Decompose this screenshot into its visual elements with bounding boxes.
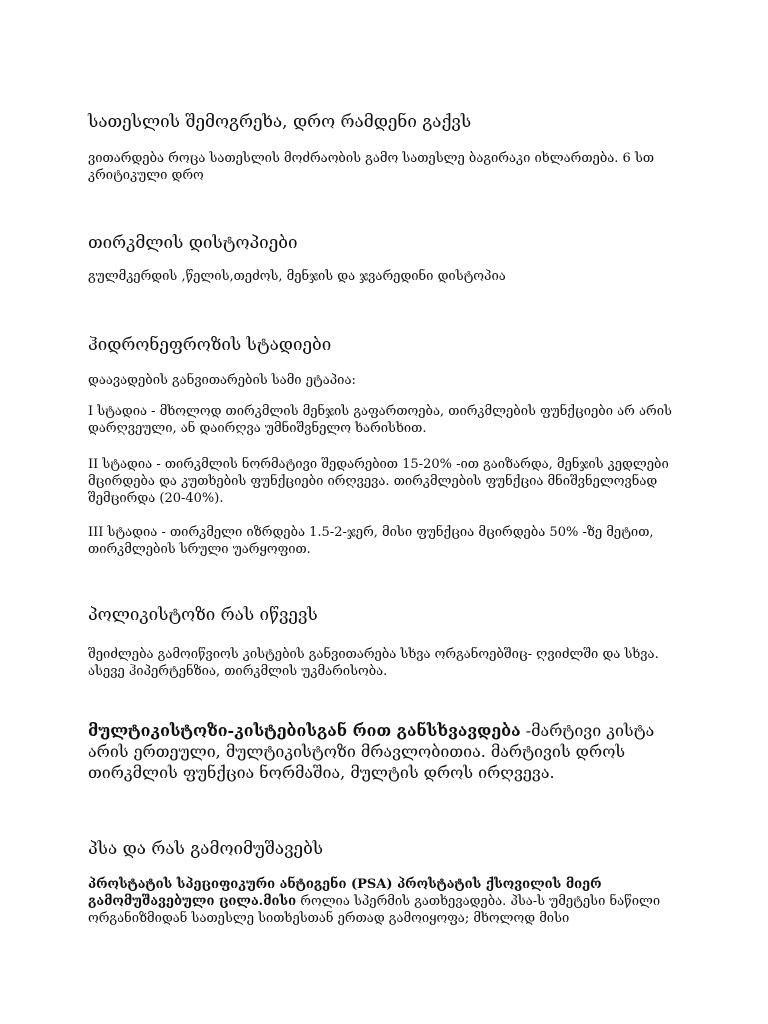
- paragraph-multicystosis: [88, 720, 680, 783]
- multicystosis-bold-lead: მულტიკისტოზი-კისტებისგან რით განსხვავდება: [88, 721, 521, 740]
- paragraph-testicular-torsion: ვითარდება როცა სათესლის მოძრაობის გამო სათესლე ბაგირაკი იხლართება. 6 სთ კრიტიკული დრო: [88, 151, 655, 183]
- heading-testicular-torsion: სათესლის შემოგრეხა, დრო რამდენი გაქვს: [88, 112, 472, 132]
- paragraph-psa: [88, 876, 680, 927]
- paragraph-stage-2: II სტადია - თირკმლის ნორმატივი შედარებით 15-20% -ით გაიზარდა, მენჯის კედლები მცირდება და კუთხების ფუნქციები ირღვევა. თირკმლების ფუნქცია მნიშვნელოვნად შემცირდა (20-40%).: [88, 457, 669, 506]
- paragraph-stage-1: I სტადია - მხოლოდ თირკმლის მენჯის გაფართოება, თირკმლების ფუნქციები არ არის დარღვეული, ან დაირღვა უმნიშვნელო ხარისხით.: [88, 404, 672, 436]
- psa-bold-lead: პროსტატის სპეციფიკური ანტიგენი (PSA) პროსტატის ქსოვილის მიერ გამომუშავებული ცილა.მისი: [88, 877, 602, 909]
- psa-text: როლია სპერმის გათხევადება. პსა-ს უმეტესი ნაწილი ორგანიზმიდან სათესლე სითხესთან ერთად გამოიყოფა; მხოლოდ მისი: [88, 894, 661, 926]
- heading-hydronephrosis-stages: ჰიდრონეფროზის სტადიები: [88, 335, 332, 355]
- heading-polycystosis: პოლიკისტოზი რას იწვევს: [88, 605, 318, 625]
- paragraph-polycystosis: შეიძლება გამოიწვიოს კისტების განვითარება სხვა ორგანოებშიც- ღვიძლში და სხვა. ასევე ჰიპერტენზია, თირკმლის უკმარისობა.: [88, 647, 659, 679]
- paragraph-stage-3: III სტადია - თირკმელი იზრდება 1.5-2-ჯერ, მისი ფუნქცია მცირდება 50% -ზე მეტით, თირკმლების სრული უარყოფით.: [88, 525, 654, 557]
- paragraph-kidney-dystopia: გულმკერდის ,წელის,თეძოს, მენჯის და ჯვარედინი დისტოპია: [88, 269, 506, 284]
- heading-psa: პსა და რას გამოიმუშავებს: [88, 839, 324, 859]
- paragraph-hydronephrosis-intro: დაავადების განვითარების სამი ეტაპია:: [88, 373, 356, 388]
- heading-kidney-dystopia: თირკმლის დისტოპიები: [88, 233, 298, 253]
- multicystosis-text: -მარტივი კისტა არის ერთეული, მულტიკისტოზი მრავლობითია. მარტივის დროს თირკმლის ფუნქცია ნორმაშია, მულტის დროს ირღვევა.: [88, 721, 655, 782]
